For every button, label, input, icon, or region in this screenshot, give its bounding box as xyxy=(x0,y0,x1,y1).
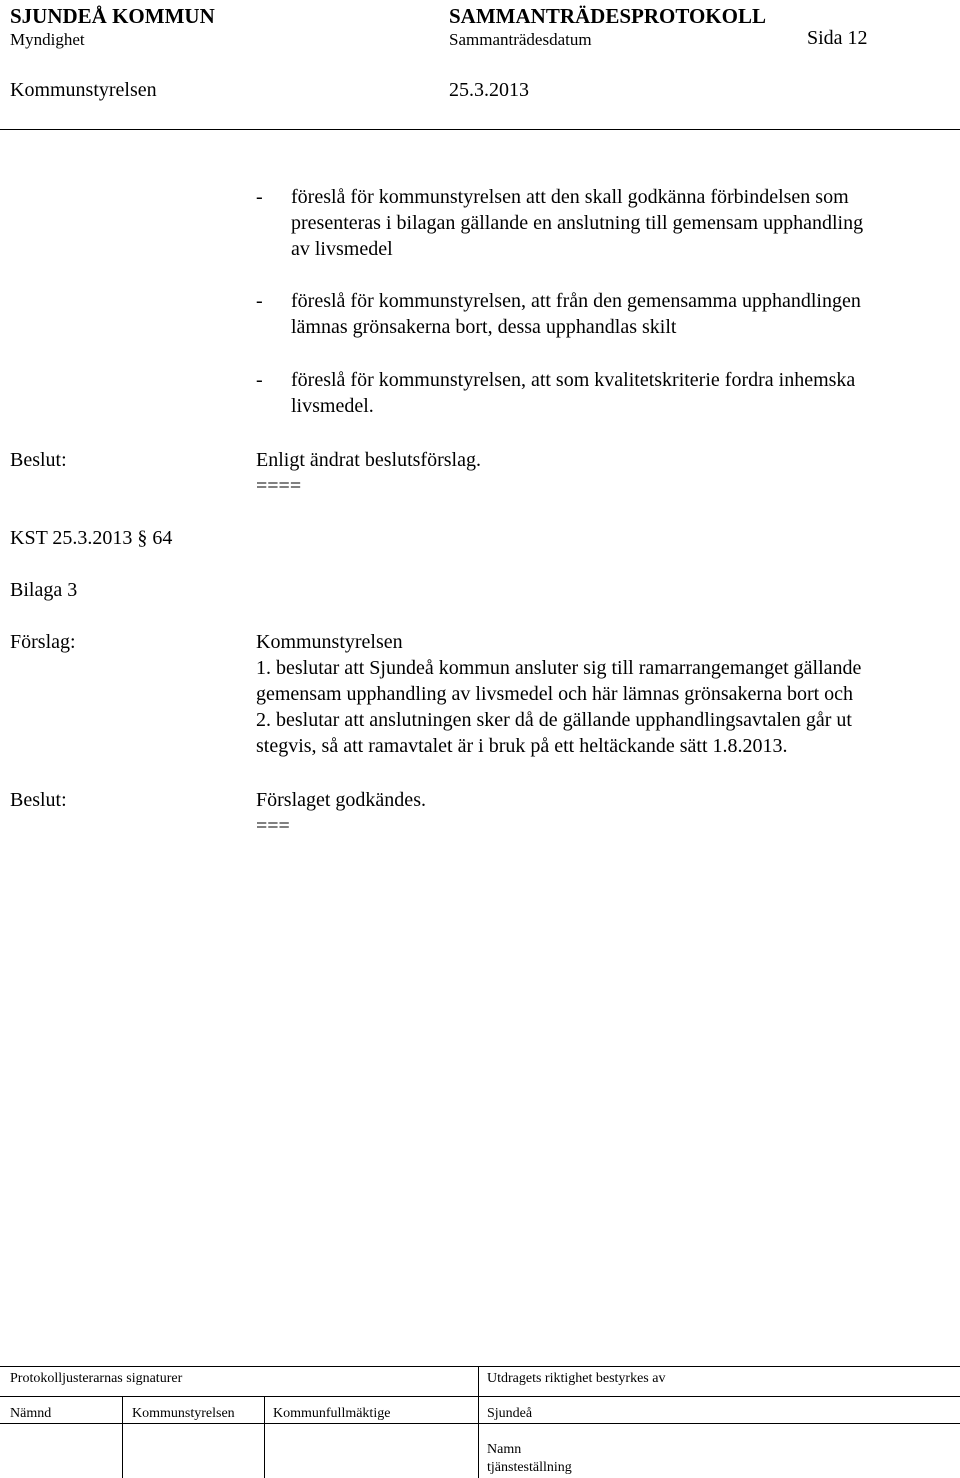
bullet-1-line: av livsmedel xyxy=(291,238,393,260)
page-number: Sida 12 xyxy=(807,27,868,49)
case-reference: KST 25.3.2013 § 64 xyxy=(10,527,173,549)
proposal-line: stegvis, så att ramavtalet är i bruk på ett heltäckande sätt 1.8.2013. xyxy=(256,735,788,757)
document-type: SAMMANTRÄDESPROTOKOLL xyxy=(449,4,766,28)
meeting-date: 25.3.2013 xyxy=(449,79,529,101)
proposal-line: 2. beslutar att anslutningen sker då de gällande upphandlingsavtalen går ut xyxy=(256,709,852,731)
decision-statement: Förslaget godkändes. xyxy=(256,789,426,811)
bullet-dash: - xyxy=(256,186,263,208)
signatures-label: Protokolljusterarnas signaturer xyxy=(10,1371,183,1386)
column-namnd: Nämnd xyxy=(10,1406,52,1421)
bullet-dash: - xyxy=(256,369,263,391)
decision-label: Beslut: xyxy=(10,449,67,471)
footer-top-border xyxy=(0,1366,960,1367)
bullet-3-line: livsmedel. xyxy=(291,395,374,417)
bullet-3-text xyxy=(291,367,855,419)
name-label: Namn xyxy=(487,1442,522,1457)
bullet-2-text xyxy=(291,288,861,340)
decision-statement: Enligt ändrat beslutsförslag. xyxy=(256,449,481,471)
decision-end-mark: ==== xyxy=(256,475,302,497)
bullet-1-text xyxy=(291,184,863,262)
footer-column-divider xyxy=(264,1396,265,1478)
footer-row-border xyxy=(0,1423,960,1424)
bullet-dash: - xyxy=(256,290,263,312)
bullet-1-line: föreslå för kommunstyrelsen att den skall godkänna förbindelsen som xyxy=(291,186,849,208)
header-divider xyxy=(0,129,960,130)
authority-label: Myndighet xyxy=(10,30,85,49)
decision-end-mark: === xyxy=(256,815,290,837)
footer-row-border xyxy=(0,1396,960,1397)
decision-text xyxy=(256,787,426,839)
certification-label: Utdragets riktighet bestyrkes av xyxy=(487,1371,666,1386)
bullet-1-line: presenteras i bilagan gällande en anslutning till gemensam upphandling xyxy=(291,212,864,234)
bullet-2-line: lämnas grönsakerna bort, dessa upphandlas skilt xyxy=(291,316,677,338)
proposal-label: Förslag: xyxy=(10,631,76,653)
decision-label: Beslut: xyxy=(10,789,67,811)
proposal-line: Kommunstyrelsen xyxy=(256,631,403,653)
authority-name: Kommunstyrelsen xyxy=(10,79,157,101)
bullet-3-line: föreslå för kommunstyrelsen, att som kvalitetskriterie fordra inhemska xyxy=(291,369,856,391)
date-label: Sammanträdesdatum xyxy=(449,30,592,49)
proposal-line: gemensam upphandling av livsmedel och här lämnas grönsakerna bort och xyxy=(256,683,854,705)
column-kommunstyrelsen: Kommunstyrelsen xyxy=(132,1406,235,1421)
column-kommunfullmaktige: Kommunfullmäktige xyxy=(273,1406,391,1421)
decision-text xyxy=(256,447,481,499)
position-label: tjänsteställning xyxy=(487,1460,572,1475)
attachment-reference: Bilaga 3 xyxy=(10,579,78,601)
proposal-line: 1. beslutar att Sjundeå kommun ansluter sig till ramarrangemanget gällande xyxy=(256,657,862,679)
place-label: Sjundeå xyxy=(487,1406,533,1421)
proposal-text xyxy=(256,629,861,759)
footer-column-divider xyxy=(478,1366,479,1478)
bullet-2-line: föreslå för kommunstyrelsen, att från den gemensamma upphandlingen xyxy=(291,290,861,312)
organization-name: SJUNDEÅ KOMMUN xyxy=(10,4,215,28)
footer-column-divider xyxy=(122,1396,123,1478)
